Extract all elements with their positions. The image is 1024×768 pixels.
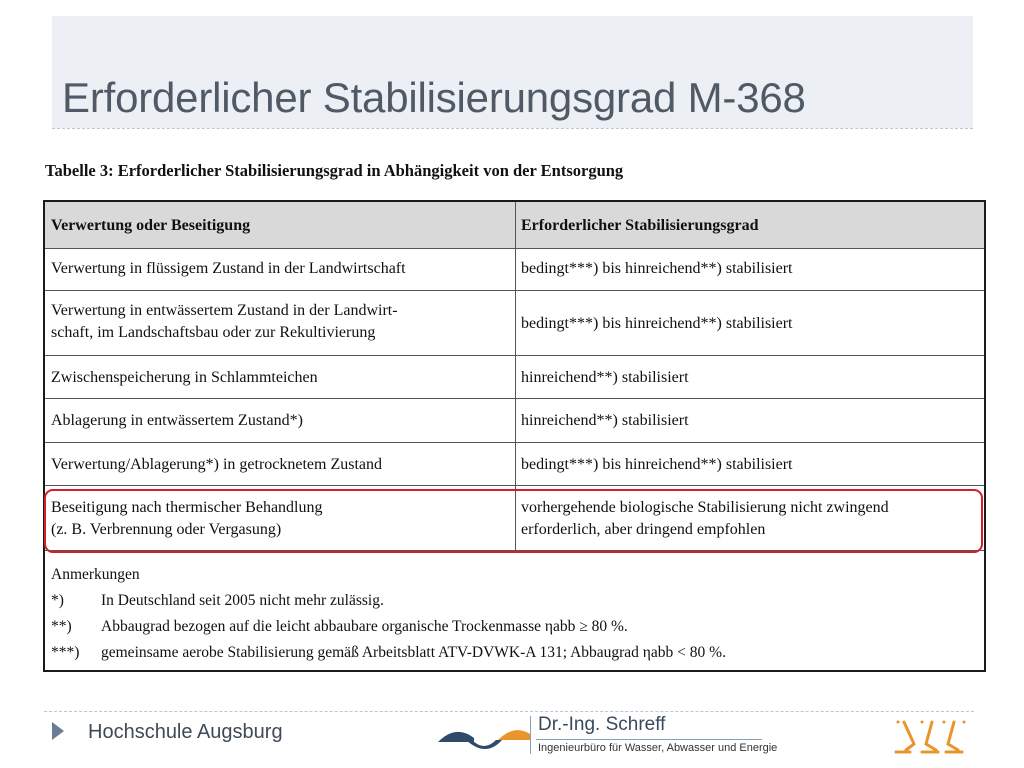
note-mark: ***)	[51, 644, 80, 661]
table-caption: Tabelle 3: Erforderlicher Stabilisierungsgrad in Abhängigkeit von der Entsorgung	[45, 161, 624, 180]
triangle-bullet-icon	[52, 722, 64, 740]
table-cell-stabilization: hinreichend**) stabilisiert	[521, 412, 689, 429]
table-cell-disposal: (z. B. Verbrennung oder Vergasung)	[51, 521, 282, 538]
slide-title: Erforderlicher Stabilisierungsgrad M-368	[62, 74, 806, 121]
table-cell-disposal: schaft, im Landschaftsbau oder zur Rekultivierung	[51, 324, 376, 341]
footer-divider	[44, 711, 974, 712]
table-cell-stabilization: vorhergehende biologische Stabilisierung nicht zwingend	[521, 499, 889, 516]
table-cell-stabilization: bedingt***) bis hinreichend**) stabilisiert	[521, 456, 793, 473]
table-cell-disposal: Verwertung/Ablagerung*) in getrocknetem Zustand	[51, 456, 383, 473]
footer-institution: Hochschule Augsburg	[88, 721, 283, 743]
table-cell-stabilization: bedingt***) bis hinreichend**) stabilisiert	[521, 315, 793, 332]
highlight-box	[44, 489, 983, 553]
table-cell-disposal: Verwertung in flüssigem Zustand in der Landwirtschaft	[51, 260, 406, 277]
column-header-disposal: Verwertung oder Beseitigung	[51, 217, 251, 234]
table-cell-disposal: Zwischenspeicherung in Schlammteichen	[51, 369, 318, 386]
logo-subtitle: Ingenieurbüro für Wasser, Abwasser und Energie	[538, 742, 778, 754]
logo-underline	[536, 739, 762, 740]
column-header-stabilization: Erforderlicher Stabilisierungsgrad	[521, 217, 759, 234]
note-text: gemeinsame aerobe Stabilisierung gemäß Arbeitsblatt ATV-DVWK-A 131; Abbaugrad ηabb < 80 %.	[101, 644, 726, 661]
table-cell-disposal: Beseitigung nach thermischer Behandlung	[51, 499, 323, 516]
table-cell-stabilization: bedingt***) bis hinreichend**) stabilisiert	[521, 260, 793, 277]
logo-name: Dr.-Ing. Schreff	[538, 714, 666, 735]
note-text: In Deutschland seit 2005 nicht mehr zulässig.	[101, 592, 384, 609]
wave-logo-icon	[436, 718, 532, 754]
title-divider	[52, 128, 973, 129]
table-cell-stabilization: hinreichend**) stabilisiert	[521, 369, 689, 386]
university-logo-icon	[892, 714, 974, 756]
note-mark: *)	[51, 592, 64, 609]
note-text: Abbaugrad bezogen auf die leicht abbaubare organische Trockenmasse ηabb ≥ 80 %.	[101, 618, 628, 635]
table-cell-disposal: Verwertung in entwässertem Zustand in der Landwirt-	[51, 302, 398, 319]
table-cell-disposal: Ablagerung in entwässertem Zustand*)	[51, 412, 303, 429]
logo-divider	[530, 716, 531, 754]
stabilization-table	[43, 200, 986, 672]
notes-heading: Anmerkungen	[51, 566, 140, 583]
title-band	[52, 16, 973, 128]
note-mark: **)	[51, 618, 72, 635]
table-cell-stabilization: erforderlich, aber dringend empfohlen	[521, 521, 766, 538]
